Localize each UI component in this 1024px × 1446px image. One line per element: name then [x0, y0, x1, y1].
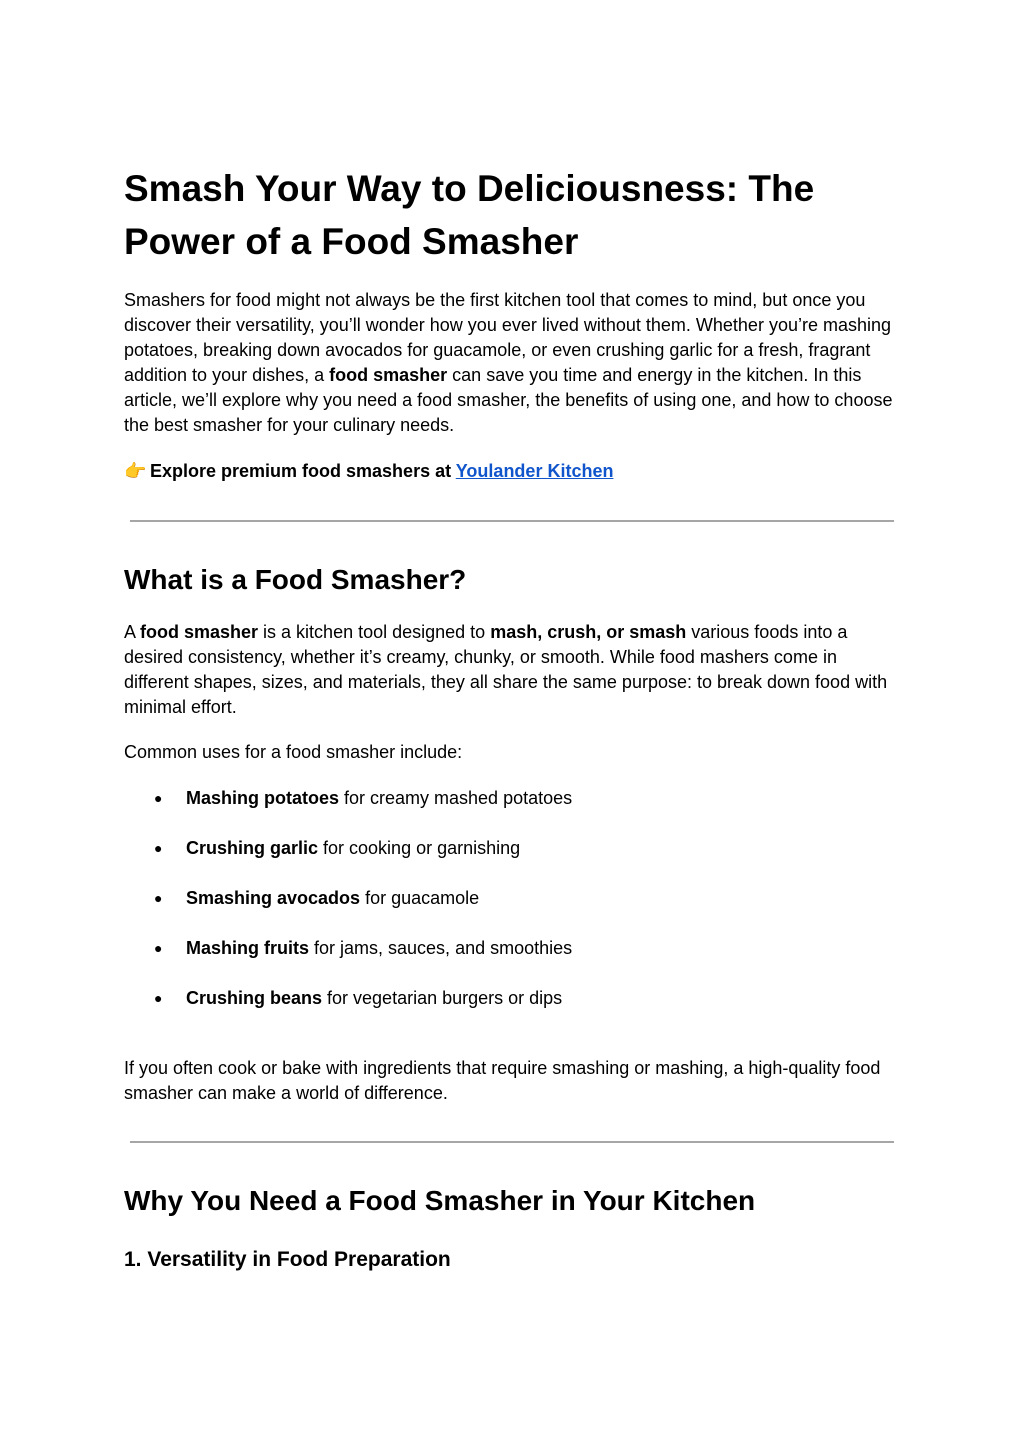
list-item-text: for cooking or garnishing — [318, 838, 521, 858]
pointing-finger-icon: 👉 — [124, 461, 147, 481]
bullet-icon: ● — [154, 940, 163, 956]
list-item-text: for creamy mashed potatoes — [339, 788, 573, 808]
definition-bold-2: mash, crush, or smash — [490, 622, 687, 642]
bullet-icon: ● — [154, 890, 163, 906]
intro-bold-term: food smasher — [329, 365, 448, 385]
list-item-text: for guacamole — [360, 888, 480, 908]
definition-text-1: A — [124, 622, 141, 642]
subsection-heading-versatility: 1. Versatility in Food Preparation — [124, 1248, 451, 1271]
youlander-kitchen-link[interactable]: Youlander Kitchen — [455, 461, 614, 481]
uses-intro-paragraph: Common uses for a food smasher include: — [124, 742, 463, 762]
definition-paragraph — [124, 620, 896, 720]
list-item-bold: Mashing potatoes — [186, 788, 340, 808]
uses-list — [124, 786, 896, 1036]
list-item — [124, 836, 896, 886]
closing-paragraph: If you often cook or bake with ingredients that require smashing or mashing, a high-quality food smasher can make a world of difference. — [124, 1058, 881, 1103]
section-divider — [130, 520, 894, 522]
explore-text: Explore premium food smashers at — [150, 461, 456, 481]
list-item-bold: Smashing avocados — [186, 888, 361, 908]
bullet-icon: ● — [154, 840, 163, 856]
intro-paragraph — [124, 288, 896, 438]
list-item-bold: Mashing fruits — [186, 938, 310, 958]
definition-bold-1: food smasher — [140, 622, 259, 642]
list-item-text: for vegetarian burgers or dips — [322, 988, 563, 1008]
list-item — [124, 886, 896, 936]
list-item — [124, 786, 896, 836]
section-heading-why-need: Why You Need a Food Smasher in Your Kitchen — [124, 1185, 756, 1216]
list-item — [124, 936, 896, 986]
intro-text-after: can save you time and energy in the kitchen. In this article, we’ll explore why you need a food smasher, the benefits of using one, and how to choose the best smasher for your culinary needs. — [124, 365, 893, 435]
definition-text-2: is a kitchen tool designed to — [258, 622, 491, 642]
bullet-icon: ● — [154, 790, 163, 806]
list-item-text: for jams, sauces, and smoothies — [309, 938, 573, 958]
bullet-icon: ● — [154, 990, 163, 1006]
explore-callout — [124, 459, 896, 484]
list-item — [124, 986, 896, 1036]
section-heading-what-is: What is a Food Smasher? — [124, 564, 467, 595]
definition-text-3: various foods into a desired consistency, whether it’s creamy, chunky, or smooth. While food mashers come in different shapes, sizes, and materials, they all share the same purpose: to break down food with minimal effort. — [124, 622, 888, 717]
list-item-bold: Crushing garlic — [186, 838, 319, 858]
section-divider — [130, 1141, 894, 1143]
list-item-bold: Crushing beans — [186, 988, 323, 1008]
page-title: Smash Your Way to Deliciousness: The Power of a Food Smasher — [124, 168, 815, 262]
intro-text-before: Smashers for food might not always be the first kitchen tool that comes to mind, but once you discover their versatility, you’ll wonder how you ever lived without them. Whether you’re mashing potatoes, breaking down avocados for guacamole, or even crushing garlic for a fresh, fragrant addition to your dishes, a — [124, 290, 892, 385]
